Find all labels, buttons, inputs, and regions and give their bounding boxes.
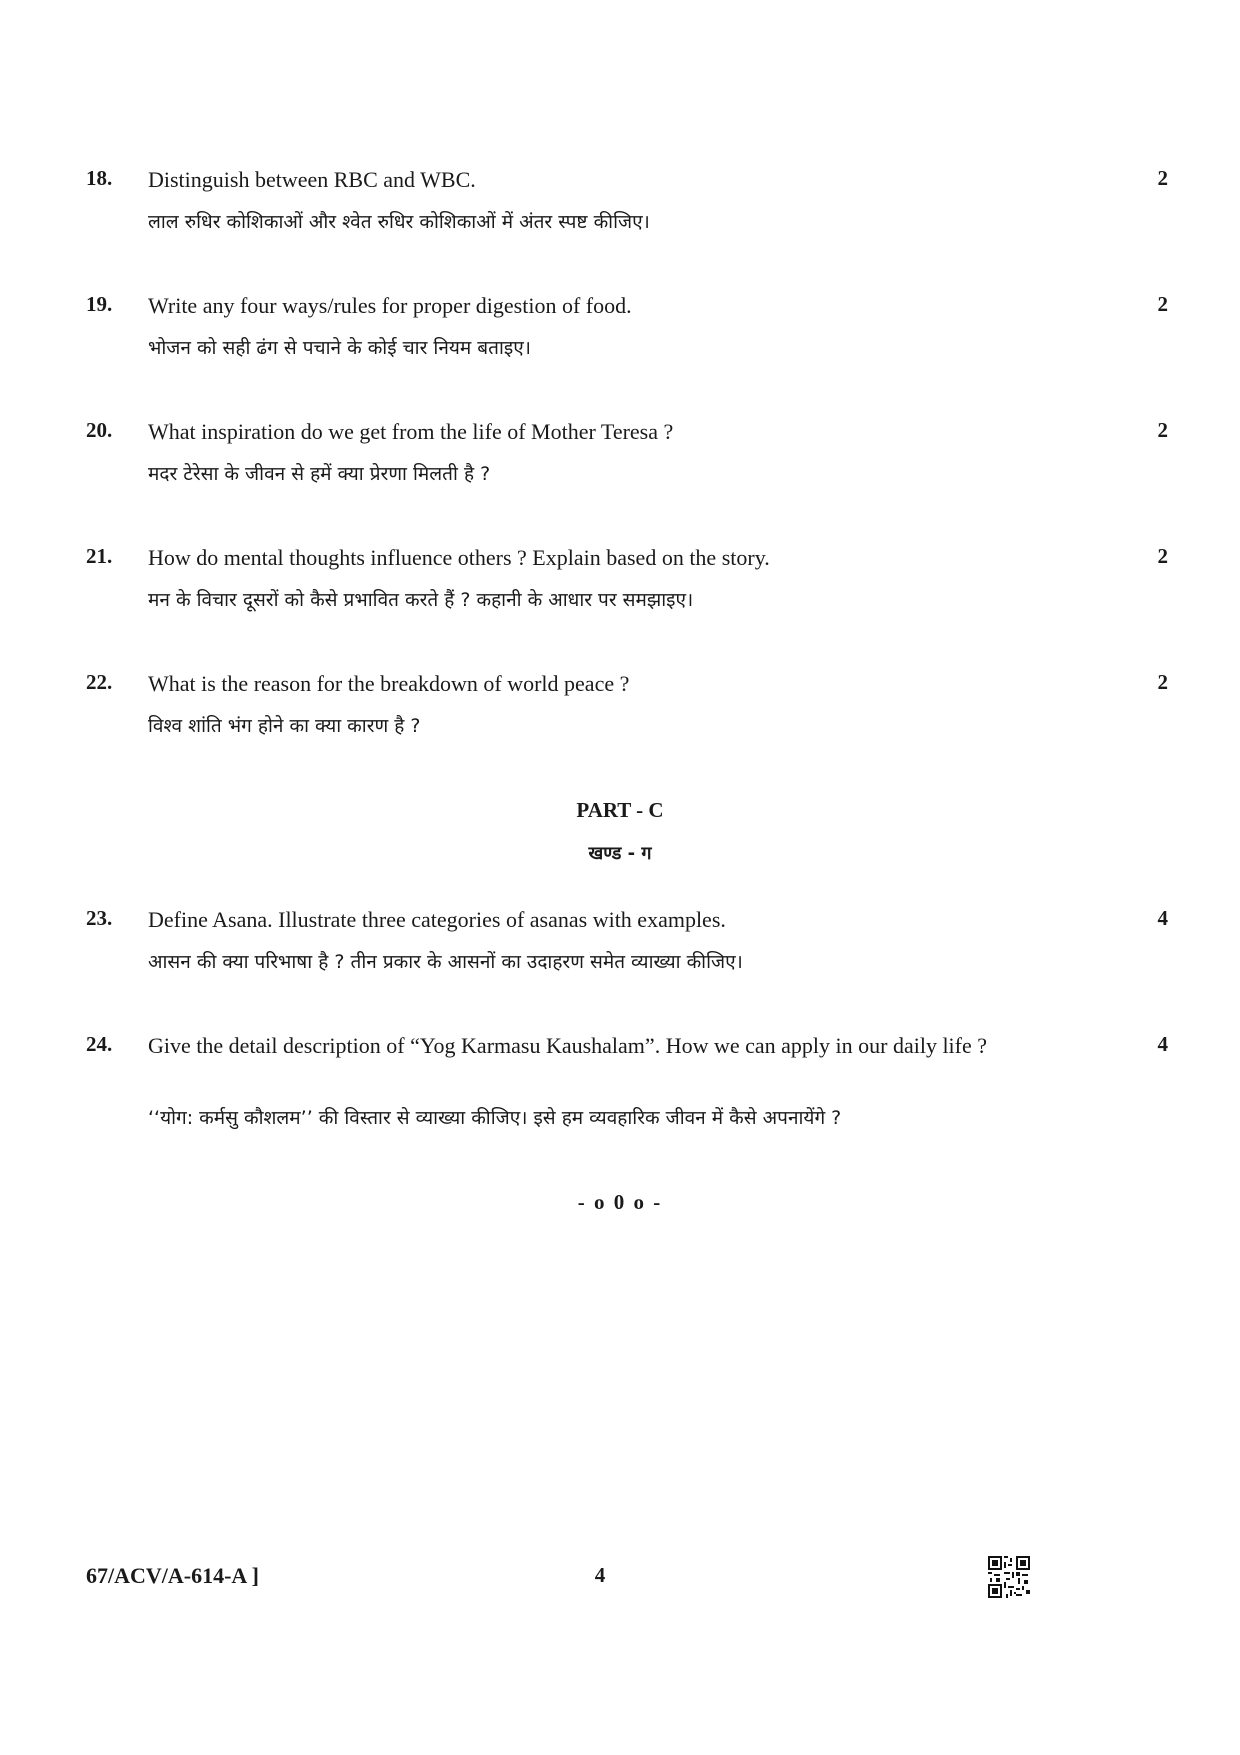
question-marks: 2: [1157, 670, 1168, 694]
question-text-hindi: भोजन को सही ढंग से पचाने के कोई चार नियम बताइए।: [148, 337, 531, 359]
question-marks: 4: [1157, 1032, 1168, 1056]
question-number: 18.: [86, 166, 113, 190]
question-marks: 2: [1157, 292, 1168, 316]
question-text-english: What inspiration do we get from the life of Mother Teresa ?: [148, 419, 674, 444]
question-text-english: Define Asana. Illustrate three categories of asanas with examples.: [148, 907, 726, 932]
question-text-hindi: विश्व शांति भंग होने का क्या कारण है ?: [148, 715, 421, 737]
page-number: 4: [594, 1563, 606, 1587]
question-number: 19.: [86, 292, 113, 316]
paper-code: 67/ACV/A-614-A ]: [86, 1563, 259, 1588]
part-c-subtitle: खण्ड - ग: [588, 843, 652, 864]
question-text-hindi: मदर टेरेसा के जीवन से हमें क्या प्रेरणा मिलती है ?: [148, 463, 491, 485]
question-marks: 4: [1157, 906, 1168, 930]
question-number: 20.: [86, 418, 113, 442]
qr-code-icon: [988, 1556, 1030, 1598]
question-text-english: Give the detail description of “Yog Karmasu Kaushalam”. How we can apply in our daily life ?: [148, 1033, 988, 1058]
question-text-hindi: आसन की क्या परिभाषा है ? तीन प्रकार के आसनों का उदाहरण समेत व्याख्या कीजिए।: [148, 951, 743, 973]
part-c-title: PART - C: [576, 798, 664, 822]
question-number: 23.: [86, 906, 113, 930]
question-text-english: What is the reason for the breakdown of world peace ?: [148, 671, 630, 696]
question-text-hindi: ‘‘योग: कर्मसु कौशलम’’ की विस्तार से व्याख्या कीजिए। इसे हम व्यवहारिक जीवन में कैसे अपनायेंगे ?: [148, 1107, 842, 1129]
question-text-hindi: लाल रुधिर कोशिकाओं और श्वेत रुधिर कोशिकाओं में अंतर स्पष्ट कीजिए।: [148, 211, 650, 233]
question-marks: 2: [1157, 166, 1168, 190]
question-text-english: Distinguish between RBC and WBC.: [148, 167, 476, 192]
question-marks: 2: [1157, 544, 1168, 568]
question-number: 22.: [86, 670, 113, 694]
question-number: 21.: [86, 544, 113, 568]
question-text-english: Write any four ways/rules for proper digestion of food.: [148, 293, 632, 318]
end-of-paper-mark: - o 0 o -: [577, 1190, 663, 1214]
question-marks: 2: [1157, 418, 1168, 442]
question-text-hindi: मन के विचार दूसरों को कैसे प्रभावित करते हैं ? कहानी के आधार पर समझाइए।: [148, 589, 694, 611]
question-number: 24.: [86, 1032, 113, 1056]
question-text-english: How do mental thoughts influence others ? Explain based on the story.: [148, 545, 770, 570]
